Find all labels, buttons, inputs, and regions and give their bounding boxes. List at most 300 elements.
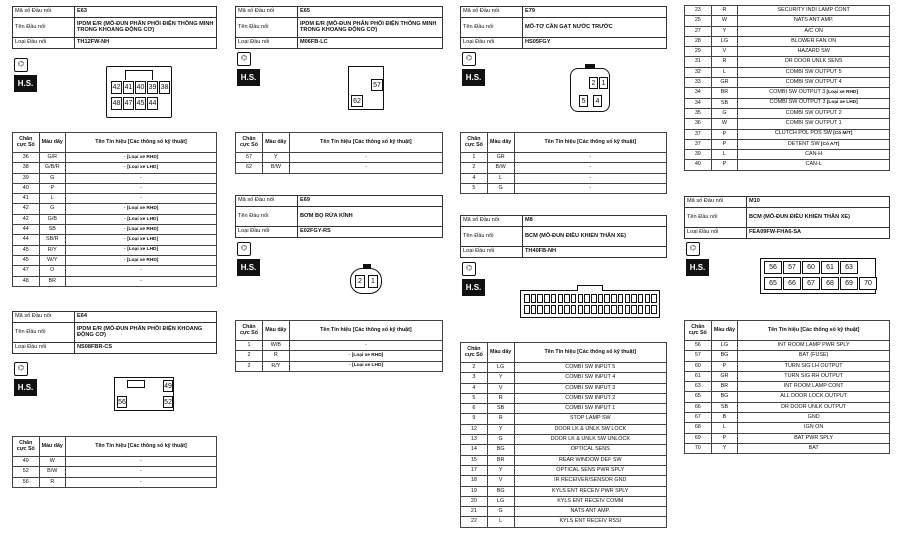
connector-pin-slot [631, 294, 637, 303]
wire-color-cell: GR [711, 371, 738, 381]
connector-pin-slot [544, 294, 550, 303]
wire-color-cell: Y [262, 153, 289, 163]
connector-pin: 68 [821, 277, 839, 290]
table-row [685, 26, 890, 36]
signal-cell: - [289, 153, 442, 163]
table-row [685, 119, 890, 129]
hs-icon: ⌬ H.S. [686, 242, 711, 280]
connector-pin: 48 [111, 97, 122, 110]
table-row [685, 78, 890, 88]
table-row [461, 173, 667, 183]
terminal-cell: 57 [236, 153, 263, 163]
table-row [685, 351, 890, 361]
hs-icon: ⌬ H.S. [14, 362, 39, 400]
terminal-cell: 49 [13, 457, 40, 467]
terminal-cell: 6 [461, 404, 488, 414]
terminal-cell: 2 [461, 163, 488, 173]
connector-pin-slot [558, 294, 564, 303]
wire-color-cell: L [711, 67, 738, 77]
table-row [685, 423, 890, 433]
connector-pin-slot [531, 305, 537, 314]
pin-table-e64 [12, 436, 217, 488]
signal-text: - [123, 225, 127, 232]
table-header: Tên Tín hiệu [Các thông số kỹ thuật] [66, 437, 217, 457]
wire-color-cell: SB [39, 225, 66, 235]
terminal-cell: 19 [461, 486, 488, 496]
terminal-cell: 17 [461, 465, 488, 475]
signal-cell [66, 235, 217, 245]
connector-pin-slot [584, 294, 590, 303]
terminal-cell: 37 [685, 139, 712, 149]
signal-note: [Có A/T] [819, 141, 840, 147]
signal-cell: STOP LAMP SW [514, 414, 666, 424]
terminal-cell: 20 [461, 496, 488, 506]
signal-cell: - [66, 276, 217, 286]
connector-e64-face: 49 56 52 [114, 377, 174, 411]
table-row [461, 476, 667, 486]
wire-color-cell: R [711, 6, 738, 16]
table-header: Màu dây [262, 321, 289, 341]
wire-color-cell: W/Y [39, 255, 66, 265]
terminal-cell: 63 [685, 382, 712, 392]
table-header: Màu dây [487, 343, 514, 363]
wire-color-cell: B/W [487, 163, 514, 173]
connector-pin-slot [571, 305, 577, 314]
hs-icon: ⌬ H.S. [14, 58, 39, 96]
signal-note: [Có M/T] [831, 131, 853, 137]
signal-cell [289, 361, 442, 371]
terminal-cell: 21 [461, 507, 488, 517]
signal-cell: - [66, 183, 217, 193]
pin-table-e69 [235, 320, 443, 372]
wire-color-cell: B/W [262, 163, 289, 173]
signal-text: - [123, 164, 128, 171]
signal-note: [Loại xe RHD] [126, 154, 159, 160]
signal-cell: COMBI SW OUTPUT 3 [Loại xe LHD] [738, 98, 890, 108]
signal-cell: - [66, 173, 217, 183]
pin-table-e79 [460, 132, 667, 194]
wire-color-cell: Y [711, 26, 738, 36]
signal-cell: GND [738, 413, 890, 423]
table-row [461, 153, 667, 163]
terminal-cell: 1 [236, 341, 263, 351]
wire-color-cell: SB [711, 402, 738, 412]
connector-e79-info: Mã số Đầu nối E79 Tên Đầu nối MÔ-TƠ CẦN GẠT NƯỚC TRƯỚC Loại Đầu nối HS05FGY [460, 6, 667, 49]
connector-pin-slot [625, 294, 631, 303]
connector-pin-slot [645, 294, 651, 303]
connector-pin-slot [618, 294, 624, 303]
signal-cell: COMBI SW INPUT 2 [514, 393, 666, 403]
table-row [685, 382, 890, 392]
wire-color-cell: V [487, 476, 514, 486]
wire-color-cell: B [711, 413, 738, 423]
terminal-cell: 35 [685, 108, 712, 118]
signal-cell: KYLS ENT RECEIV COMM [514, 496, 666, 506]
wire-color-cell: G/R [39, 153, 66, 163]
wire-color-cell: SB/R [39, 235, 66, 245]
table-row [461, 404, 667, 414]
table-row [461, 465, 667, 475]
connector-pin-slot [537, 305, 543, 314]
wire-color-cell: Y [487, 465, 514, 475]
signal-cell [66, 163, 217, 173]
wire-color-cell: P [711, 160, 738, 170]
pin-table-m10 [684, 320, 890, 454]
terminal-cell: 60 [685, 361, 712, 371]
table-header: Màu dây [711, 321, 738, 341]
table-row [685, 160, 890, 170]
signal-cell: COMBI SW OUTPUT 1 [738, 119, 890, 129]
signal-cell: ALL DOOR LOCK OUTPUT [738, 392, 890, 402]
table-header: Màu dây [262, 133, 289, 153]
wire-color-cell: R [262, 351, 289, 361]
signal-cell: OPTICAL SENS [514, 445, 666, 455]
wire-color-cell: BR [487, 455, 514, 465]
pin-table-m8 [460, 342, 667, 528]
terminal-cell: 36 [685, 119, 712, 129]
terminal-cell: 68 [685, 423, 712, 433]
signal-cell [66, 204, 217, 214]
wire-color-cell: G [487, 435, 514, 445]
signal-cell: NATS ANT AMP. [514, 507, 666, 517]
table-row [461, 517, 667, 527]
table-header: Chân cực Số [236, 133, 263, 153]
table-row [685, 413, 890, 423]
signal-note: [Loại xe RHD] [825, 90, 858, 96]
connector-pin: 60 [802, 261, 820, 274]
signal-note: [Loại xe RHD] [351, 353, 384, 359]
table-row [461, 435, 667, 445]
terminal-cell: 34 [685, 98, 712, 108]
signal-cell: CAN-L [738, 160, 890, 170]
table-row [685, 129, 890, 139]
connector-pin: 65 [764, 277, 782, 290]
signal-note: [Loại xe LHD] [127, 247, 159, 253]
terminal-cell: 57 [685, 351, 712, 361]
connector-pin-slot [598, 305, 604, 314]
connector-pin-slot [625, 305, 631, 314]
table-row [461, 486, 667, 496]
connector-e69-face: 2 1 [350, 268, 382, 294]
connector-pin: 63 [840, 261, 858, 274]
signal-cell: - [289, 163, 442, 173]
wire-color-cell: G [487, 507, 514, 517]
terminal-cell: 65 [685, 392, 712, 402]
connector-pin-slot [564, 294, 570, 303]
wire-color-cell: V [711, 47, 738, 57]
connector-pin-slot [611, 305, 617, 314]
wire-color-cell: G/B [39, 214, 66, 224]
signal-cell: - [66, 194, 217, 204]
terminal-cell: 62 [236, 163, 263, 173]
table-row [13, 457, 217, 467]
wire-color-cell: L [711, 423, 738, 433]
signal-note: [Loại xe LHD] [825, 100, 858, 106]
terminal-cell: 56 [685, 341, 712, 351]
signal-cell: CLUTCH POL POS SW [Có M/T] [738, 129, 890, 139]
terminal-cell: 4 [461, 173, 488, 183]
wire-color-cell: R [487, 414, 514, 424]
terminal-cell: 61 [685, 371, 712, 381]
wire-color-cell: G [39, 173, 66, 183]
wire-color-cell: BR [39, 276, 66, 286]
terminal-cell: 27 [685, 26, 712, 36]
terminal-cell: 5 [461, 393, 488, 403]
table-row [236, 361, 443, 371]
terminal-cell: 28 [685, 36, 712, 46]
table-row [13, 266, 217, 276]
terminal-cell: 67 [685, 413, 712, 423]
connector-pin-slot [651, 294, 657, 303]
wire-color-cell: R [39, 477, 66, 487]
table-header: Tên Tín hiệu [Các thông số kỹ thuật] [514, 133, 666, 153]
terminal-cell: 56 [13, 477, 40, 487]
connector-pin-slot [524, 305, 530, 314]
wire-color-cell: BR [711, 88, 738, 98]
pin-table-continued [684, 5, 890, 171]
signal-cell: BLOWER FAN ON [738, 36, 890, 46]
signal-text: - [123, 246, 128, 253]
table-header: Chân cực Số [13, 133, 40, 153]
wire-color-cell: G [711, 108, 738, 118]
connector-pin-slot [651, 305, 657, 314]
signal-cell: COMBI SW OUTPUT 4 [738, 78, 890, 88]
table-row [461, 373, 667, 383]
signal-note: [Loại xe RHD] [126, 206, 159, 212]
connector-pin-slot [591, 305, 597, 314]
signal-cell: REAR WINDOW DEF SW [514, 455, 666, 465]
table-row [13, 467, 217, 477]
terminal-cell: 52 [13, 467, 40, 477]
signal-cell: DOOR LK & UNLK SW LOCK [514, 424, 666, 434]
connector-e63-face [106, 66, 172, 118]
wire-color-cell: B/W [39, 467, 66, 477]
wire-color-cell: R [487, 393, 514, 403]
signal-cell [289, 351, 442, 361]
signal-cell [66, 245, 217, 255]
wire-color-cell: BG [487, 486, 514, 496]
signal-cell [66, 153, 217, 163]
signal-cell: IGN ON [738, 423, 890, 433]
terminal-cell: 32 [685, 67, 712, 77]
table-row [685, 361, 890, 371]
signal-cell: BAT (FUSE) [738, 351, 890, 361]
table-row [685, 16, 890, 26]
table-header: Tên Tín hiệu [Các thông số kỹ thuật] [289, 133, 442, 153]
table-row [685, 57, 890, 67]
wire-color-cell: O [39, 266, 66, 276]
connector-pin: 67 [802, 277, 820, 290]
table-header: Chân cực Số [13, 437, 40, 457]
connector-e65-face: 57 62 [348, 66, 384, 110]
signal-cell: DOOR LK & UNLK SW UNLOCK [514, 435, 666, 445]
wire-color-cell: LG [711, 341, 738, 351]
signal-note: [Loại xe RHD] [126, 226, 159, 232]
terminal-cell: 40 [685, 160, 712, 170]
connector-pin: 38 [159, 81, 170, 94]
table-row [685, 371, 890, 381]
terminal-cell: 40 [13, 183, 40, 193]
wire-color-cell: R/Y [262, 361, 289, 371]
connector-pin-slot [578, 294, 584, 303]
table-row [685, 392, 890, 402]
wire-color-cell: W [711, 16, 738, 26]
table-row [685, 36, 890, 46]
signal-cell: SECURITY INDI LAMP CONT [738, 6, 890, 16]
connector-pin-slot [645, 305, 651, 314]
wire-color-cell: BR [711, 382, 738, 392]
table-row [685, 443, 890, 453]
terminal-cell: 34 [685, 88, 712, 98]
connector-pin-slot [551, 305, 557, 314]
signal-note: [Loại xe LHD] [127, 165, 159, 171]
wire-color-cell: P [711, 139, 738, 149]
terminal-cell: 25 [685, 16, 712, 26]
connector-pin-slot [578, 305, 584, 314]
table-row [13, 173, 217, 183]
signal-cell: DETENT SW [Có A/T] [738, 139, 890, 149]
terminal-cell: 23 [685, 6, 712, 16]
wire-color-cell: Y [487, 424, 514, 434]
terminal-cell: 38 [13, 163, 40, 173]
table-row [461, 424, 667, 434]
table-row [13, 214, 217, 224]
wire-color-cell: P [39, 183, 66, 193]
terminal-cell: 45 [13, 245, 40, 255]
wire-color-cell: LG [487, 363, 514, 373]
terminal-cell: 5 [461, 183, 488, 193]
table-row [461, 363, 667, 373]
terminal-cell: 29 [685, 47, 712, 57]
table-row [685, 108, 890, 118]
signal-text: - [123, 153, 127, 160]
signal-cell: - [514, 173, 666, 183]
signal-cell: BAT [738, 443, 890, 453]
table-row [236, 341, 443, 351]
connector-pin-slot [564, 305, 570, 314]
terminal-cell: 48 [13, 276, 40, 286]
hs-icon: ⌬ H.S. [462, 52, 487, 90]
wire-color-cell: GR [487, 153, 514, 163]
terminal-cell: 47 [13, 266, 40, 276]
signal-cell: COMBI SW INPUT 3 [514, 383, 666, 393]
connector-pin: 47 [123, 97, 134, 110]
table-row [461, 163, 667, 173]
wire-color-cell: LG [487, 496, 514, 506]
signal-cell: DR DOOR UNLK OUTPUT [738, 402, 890, 412]
table-row [13, 194, 217, 204]
signal-cell: - [514, 183, 666, 193]
hs-icon: ⌬ H.S. [462, 262, 487, 300]
table-header: Màu dây [487, 133, 514, 153]
pin-table-e63 [12, 132, 217, 287]
connector-pin: 40 [135, 81, 146, 94]
connector-pin-slot [591, 294, 597, 303]
table-header: Tên Tín hiệu [Các thông số kỹ thuật] [66, 133, 217, 153]
connector-pin: 39 [147, 81, 158, 94]
signal-cell: A/C ON [738, 26, 890, 36]
signal-cell: KYLS ENT RECEIV RSSI [514, 517, 666, 527]
wire-color-cell: G [39, 204, 66, 214]
connector-pin: 61 [821, 261, 839, 274]
terminal-cell: 69 [685, 433, 712, 443]
signal-cell: COMBI SW OUTPUT 5 [738, 67, 890, 77]
signal-note: [Loại xe RHD] [126, 257, 159, 263]
connector-pin: 41 [123, 81, 134, 94]
table-row [461, 507, 667, 517]
terminal-cell: 3 [461, 373, 488, 383]
table-row [236, 163, 443, 173]
table-header: Tên Tín hiệu [Các thông số kỹ thuật] [738, 321, 890, 341]
terminal-cell: 4 [461, 383, 488, 393]
connector-pin-slot [537, 294, 543, 303]
terminal-cell: 41 [13, 194, 40, 204]
wire-color-cell: L [487, 173, 514, 183]
wire-color-cell: L [39, 194, 66, 204]
table-row [461, 183, 667, 193]
connector-pin-slot [611, 294, 617, 303]
signal-cell: COMBI SW OUTPUT 3 [Loại xe RHD] [738, 88, 890, 98]
connector-e65-info: Mã số Đầu nối E65 Tên Đầu nối IPDM E/R (MÔ-ĐUN PHÂN PHỐI ĐIỆN THÔNG MINH TRONG KHOANG ĐỘNG CƠ) Loại Đầu nối M06FB-LC [235, 6, 443, 49]
wire-color-cell: R [711, 57, 738, 67]
wire-color-cell: P [711, 361, 738, 371]
signal-cell: - [289, 341, 442, 351]
signal-cell: HAZARD SW [738, 47, 890, 57]
table-row [461, 393, 667, 403]
table-header: Chân cực Số [685, 321, 712, 341]
connector-e69-info: Mã số Đầu nối E69 Tên Đầu nối BƠM BỌ RỬA KÍNH Loại Đầu nối E02FGY-RS [235, 195, 443, 238]
table-row [13, 163, 217, 173]
connector-m10-face [760, 258, 876, 294]
terminal-cell: 12 [461, 424, 488, 434]
wire-color-cell: R/Y [39, 245, 66, 255]
connector-pin-slot [551, 294, 557, 303]
terminal-cell: 2 [236, 361, 263, 371]
signal-cell: TURN SIG LH OUTPUT [738, 361, 890, 371]
signal-cell: - [514, 163, 666, 173]
connector-pin-slot [558, 305, 564, 314]
signal-cell: INT ROOM LAMP CONT [738, 382, 890, 392]
table-row [685, 67, 890, 77]
table-row [461, 414, 667, 424]
table-row [13, 477, 217, 487]
wire-color-cell: BG [487, 445, 514, 455]
signal-cell: DR DOOR UNLK SENS [738, 57, 890, 67]
terminal-cell: 22 [461, 517, 488, 527]
table-header: Tên Tín hiệu [Các thông số kỹ thuật] [514, 343, 666, 363]
signal-cell: COMBI SW INPUT 4 [514, 373, 666, 383]
signal-cell: KYLS ENT RECEIV PWR SPLY [514, 486, 666, 496]
signal-cell: COMBI SW INPUT 1 [514, 404, 666, 414]
table-row [13, 255, 217, 265]
table-header: Màu dây [39, 437, 66, 457]
terminal-cell: 36 [13, 153, 40, 163]
wire-color-cell: W [711, 119, 738, 129]
terminal-cell: 2 [236, 351, 263, 361]
signal-cell: - [66, 457, 217, 467]
connector-pin-slot [544, 305, 550, 314]
signal-note: [Loại xe LHD] [127, 237, 159, 243]
signal-cell: - [66, 477, 217, 487]
connector-m10-info: Mã số Đầu nối M10 Tên Đầu nối BCM (MÔ-ĐUN ĐIỀU KHIỂN THÂN XE) Loại Đầu nối FEA09FW-FHA6-SA [684, 196, 890, 239]
connector-e63-info: Mã số Đầu nối E63 Tên Đầu nối IPDM E/R (MÔ-ĐUN PHÂN PHỐI ĐIỆN THÔNG MINH TRONG KHOANG ĐỘNG CƠ) Loại Đầu nối TH12FW-NH [12, 6, 217, 49]
connector-e64-info: Mã số Đầu nối E64 Tên Đầu nối IPDM E/R (MÔ-ĐUN PHÂN PHỐI ĐIỆN KHOANG ĐỘNG CƠ) Loại Đầu nối NS08FBR-CS [12, 311, 217, 354]
terminal-cell: 70 [685, 443, 712, 453]
wire-color-cell: SB [711, 98, 738, 108]
terminal-cell: 44 [13, 225, 40, 235]
signal-text: - [123, 236, 128, 243]
signal-note: [Loại xe LHD] [127, 216, 159, 222]
